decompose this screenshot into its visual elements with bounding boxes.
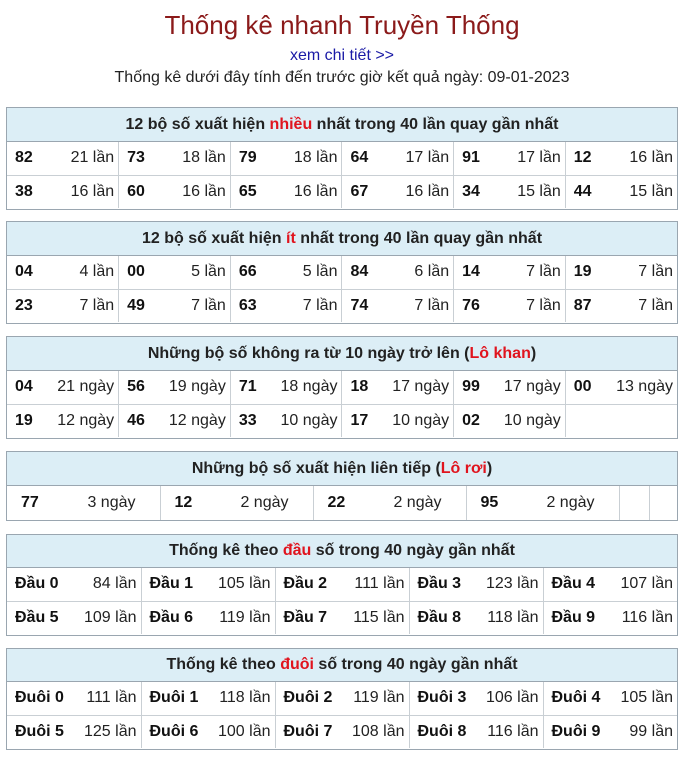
- stat-cell-content: [350, 263, 449, 281]
- stat-cell: [466, 486, 619, 520]
- stat-cell-content: [239, 149, 338, 167]
- stat-count: 7 lần: [638, 296, 673, 314]
- stat-cell: [409, 682, 543, 715]
- stats-table: [7, 682, 677, 748]
- stat-cell: [342, 289, 454, 322]
- stat-number: Đuôi 4: [551, 689, 601, 707]
- stats-table: [7, 371, 677, 437]
- stat-count: 10 ngày: [280, 411, 338, 429]
- stat-count: 125 lần: [84, 722, 137, 740]
- stat-cell: [119, 404, 231, 437]
- stat-count: 118 lần: [487, 608, 539, 626]
- heading-highlight: Lô rơi: [440, 460, 487, 477]
- stat-count: 10 ngày: [503, 411, 561, 429]
- stat-cell: [7, 142, 119, 175]
- stat-cell: [454, 142, 566, 175]
- heading-text: nhất trong 40 lần quay gần nhất: [295, 230, 543, 247]
- stat-cell: [119, 289, 231, 322]
- heading-text: ): [486, 460, 493, 477]
- stat-count: 7 lần: [191, 296, 226, 314]
- stat-cell-content: [574, 183, 673, 201]
- stat-cell-content: [21, 494, 136, 512]
- stat-count: 2 ngày: [546, 494, 595, 511]
- stat-number: Đuôi 2: [283, 689, 333, 707]
- stat-cell: [7, 568, 141, 601]
- stat-count: 123 lần: [486, 575, 539, 593]
- stat-number: Đầu 8: [417, 608, 462, 626]
- stat-number: 82: [15, 149, 33, 167]
- stat-cell: [565, 289, 677, 322]
- stat-cell: [275, 568, 409, 601]
- stat-count: 116 lần: [621, 608, 673, 626]
- stat-count: 6 lần: [414, 263, 450, 281]
- stat-cell-content: [15, 575, 137, 593]
- stat-cell: [230, 404, 342, 437]
- stat-number: 04: [15, 378, 33, 396]
- heading-text: Thống kê theo: [166, 656, 281, 673]
- stat-count: 17 ngày: [392, 378, 450, 396]
- stat-cell-content: [350, 378, 449, 396]
- stat-cell: [7, 601, 141, 634]
- stat-cell: [543, 601, 677, 634]
- table-row: [7, 682, 677, 715]
- stat-cell-content: [15, 297, 114, 315]
- stat-cell: [342, 175, 454, 208]
- page-header: [0, 0, 684, 88]
- stat-cell: [7, 175, 119, 208]
- stat-cell: [454, 289, 566, 322]
- heading-highlight: đầu: [282, 542, 312, 559]
- stat-number: Đầu 3: [417, 575, 462, 593]
- heading-highlight: Lô khan: [469, 345, 531, 362]
- stat-count: 16 lần: [182, 182, 226, 200]
- stat-cell: [409, 715, 543, 748]
- lo-khan-panel: [6, 336, 678, 439]
- stat-cell-content: [574, 378, 673, 396]
- panel-heading: [7, 649, 677, 682]
- least-frequent-panel: [6, 221, 678, 324]
- stat-count: 21 lần: [70, 149, 115, 167]
- stats-table: [7, 142, 677, 208]
- stat-cell: [230, 142, 342, 175]
- stat-cell: [141, 715, 275, 748]
- stat-count: 111 lần: [354, 575, 405, 593]
- stat-cell-content: [328, 494, 442, 512]
- stat-count: 2 ngày: [393, 494, 442, 511]
- page-title: Thống kê nhanh Truyền Thống: [164, 10, 520, 40]
- stat-cell: [275, 715, 409, 748]
- page-subtitle: Thống kê dưới đây tính đến trước giờ kết quả ngày: 09-01-2023: [114, 69, 570, 86]
- stat-cell: [160, 486, 313, 520]
- table-row: [7, 715, 677, 748]
- most-frequent-panel: [6, 107, 678, 210]
- stat-cell-content: [127, 378, 226, 396]
- stat-cell: [342, 404, 454, 437]
- stat-count: 17 lần: [405, 149, 450, 167]
- stat-number: 74: [350, 296, 369, 314]
- stat-number: Đầu 6: [149, 608, 194, 626]
- stat-cell-content: [127, 263, 226, 281]
- stat-cell: [7, 715, 141, 748]
- stat-cell: [454, 175, 566, 208]
- stat-count: 100 lần: [218, 722, 271, 740]
- stat-number: 33: [238, 411, 257, 429]
- table-row: [7, 142, 677, 175]
- stat-count: 7 lần: [526, 296, 561, 314]
- stat-cell: [7, 486, 160, 520]
- stat-number: 46: [127, 411, 145, 429]
- stat-cell-content: [462, 263, 561, 281]
- stat-cell-content: [239, 183, 338, 201]
- stat-cell: [313, 486, 466, 520]
- stat-cell-content: [284, 575, 405, 593]
- stat-count: 108 lần: [352, 722, 405, 740]
- stat-number: Đuôi 6: [149, 722, 199, 740]
- table-row: [7, 256, 677, 289]
- stat-count: 7 lần: [414, 296, 450, 314]
- stat-cell-content: [239, 412, 338, 430]
- stat-cell-content: [150, 575, 271, 593]
- stat-cell-content: [284, 689, 405, 707]
- heading-text: Thống kê theo: [169, 542, 283, 559]
- stat-count: 17 ngày: [503, 378, 561, 396]
- stat-cell-content: [574, 149, 673, 167]
- stat-number: 23: [15, 296, 33, 314]
- stat-number: 18: [350, 378, 369, 396]
- heading-highlight: ít: [286, 230, 296, 247]
- stat-number: 34: [462, 182, 480, 200]
- table-row: [7, 486, 677, 520]
- stat-cell-content: [418, 575, 539, 593]
- stat-cell-content: [462, 378, 561, 396]
- stat-number: 64: [350, 149, 369, 167]
- stat-cell-content: [239, 297, 338, 315]
- stat-number: 87: [573, 296, 592, 314]
- stat-cell: [565, 175, 677, 208]
- stat-number: 00: [573, 378, 592, 396]
- stat-cell-content: [574, 263, 673, 281]
- stat-cell: [230, 371, 342, 404]
- panel-heading: [7, 452, 677, 486]
- stat-count: 18 lần: [182, 149, 226, 167]
- stat-cell: [230, 175, 342, 208]
- stat-count: 18 ngày: [280, 378, 338, 396]
- stat-number: 12: [174, 494, 193, 511]
- stat-count: 107 lần: [620, 575, 673, 593]
- stat-count: 13 ngày: [616, 378, 673, 396]
- stat-count: 12 ngày: [168, 411, 226, 429]
- stat-cell: [7, 256, 119, 289]
- stat-count: 18 lần: [293, 149, 338, 167]
- stat-cell-content: [284, 723, 405, 741]
- stat-number: 79: [238, 149, 257, 167]
- stat-count: 2 ngày: [240, 494, 289, 511]
- stat-count: 16 lần: [629, 149, 673, 167]
- stat-count: 15 lần: [629, 182, 673, 200]
- stat-count: 7 lần: [302, 296, 338, 314]
- table-row: [7, 175, 677, 208]
- heading-highlight: nhiều: [269, 116, 313, 133]
- stat-cell-content: [462, 297, 561, 315]
- stat-cell: [141, 682, 275, 715]
- stat-number: 19: [15, 411, 33, 429]
- stat-count: 15 lần: [517, 182, 561, 200]
- stats-table-body: [7, 371, 677, 437]
- stat-cell-content: [418, 723, 539, 741]
- stat-number: 19: [573, 263, 592, 281]
- stat-count: 16 lần: [405, 182, 450, 200]
- stats-table-body: [7, 568, 677, 634]
- table-row: [7, 371, 677, 404]
- stat-number: 22: [327, 494, 346, 511]
- stat-count: 16 lần: [70, 182, 115, 200]
- duoi-stats-panel: [6, 648, 678, 750]
- heading-text: số trong 40 ngày gần nhất: [311, 542, 515, 559]
- stat-cell: [454, 256, 566, 289]
- stat-number: 60: [127, 182, 145, 200]
- stat-cell: [543, 715, 677, 748]
- stat-number: Đuôi 0: [15, 689, 64, 707]
- stat-count: 116 lần: [487, 722, 539, 740]
- stat-count: 5 lần: [302, 263, 338, 281]
- stat-number: 71: [238, 378, 257, 396]
- stat-cell-content: [239, 378, 338, 396]
- stat-number: Đuôi 7: [283, 722, 333, 740]
- stat-cell-content: [462, 149, 561, 167]
- stat-count: 99 lần: [629, 722, 673, 740]
- stat-cell-content: [127, 183, 226, 201]
- stat-number: 56: [127, 378, 145, 396]
- stat-cell: [342, 371, 454, 404]
- stat-cell-content: [127, 412, 226, 430]
- stats-table-body: [7, 256, 677, 322]
- stat-number: Đầu 0: [15, 575, 59, 593]
- stat-number: Đuôi 1: [149, 689, 199, 707]
- stat-count: 109 lần: [84, 608, 137, 626]
- stat-number: 38: [15, 182, 33, 200]
- lo-roi-panel: [6, 451, 678, 521]
- stat-cell: [342, 256, 454, 289]
- stat-cell-content: [15, 149, 114, 167]
- table-row: [7, 404, 677, 437]
- stat-cell: [230, 289, 342, 322]
- stat-number: Đuôi 9: [551, 722, 601, 740]
- stat-number: 66: [238, 263, 257, 281]
- stat-cell-content: [481, 494, 595, 512]
- panel-heading: [7, 535, 677, 568]
- heading-text: Những bộ số xuất hiện liên tiếp (: [191, 460, 441, 477]
- stat-number: 00: [127, 263, 145, 281]
- empty-cell: [619, 486, 649, 520]
- stat-cell: [7, 682, 141, 715]
- stat-count: 3 ngày: [87, 494, 136, 511]
- stat-cell-content: [15, 689, 137, 707]
- stat-number: 63: [238, 296, 257, 314]
- table-row: [7, 601, 677, 634]
- heading-text: 12 bộ số xuất hiện: [125, 116, 270, 133]
- stat-cell: [230, 256, 342, 289]
- stat-cell-content: [15, 412, 114, 430]
- stat-cell-content: [552, 575, 674, 593]
- stat-number: Đầu 4: [551, 575, 596, 593]
- stat-number: 17: [350, 411, 369, 429]
- stat-number: Đuôi 3: [417, 689, 467, 707]
- stat-cell-content: [150, 609, 271, 627]
- stat-cell-content: [284, 609, 405, 627]
- stat-number: 73: [127, 149, 145, 167]
- stat-cell: [275, 682, 409, 715]
- stat-count: 21 ngày: [57, 378, 115, 396]
- stat-number: 14: [462, 263, 480, 281]
- stat-cell-content: [150, 723, 271, 741]
- stat-count: 105 lần: [620, 689, 673, 707]
- stat-cell: [565, 371, 677, 404]
- stat-count: 105 lần: [218, 575, 271, 593]
- stat-number: 67: [350, 182, 369, 200]
- stats-table-body: [7, 486, 677, 520]
- stat-cell: [342, 142, 454, 175]
- stat-cell: [543, 568, 677, 601]
- stat-number: Đầu 5: [15, 608, 59, 626]
- stat-cell-content: [15, 378, 114, 396]
- stat-number: Đầu 1: [149, 575, 194, 593]
- stat-count: 115 lần: [353, 608, 405, 626]
- stat-number: 77: [21, 494, 39, 511]
- dau-stats-panel: [6, 534, 678, 636]
- stat-cell: [543, 682, 677, 715]
- stat-cell-content: [239, 263, 338, 281]
- stat-number: 02: [462, 411, 480, 429]
- stat-number: Đầu 2: [283, 575, 328, 593]
- stat-count: 111 lần: [86, 689, 137, 707]
- stat-cell-content: [15, 183, 114, 201]
- stat-number: Đuôi 5: [15, 722, 64, 740]
- stat-cell-content: [350, 412, 449, 430]
- stat-number: 44: [573, 182, 592, 200]
- stat-count: 7 lần: [638, 263, 673, 281]
- stat-count: 16 lần: [293, 182, 338, 200]
- heading-text: 12 bộ số xuất hiện: [141, 230, 286, 247]
- stat-cell-content: [15, 263, 114, 281]
- stat-count: 12 ngày: [57, 411, 115, 429]
- stat-count: 4 lần: [79, 263, 115, 281]
- table-row: [7, 568, 677, 601]
- stat-count: 118 lần: [219, 689, 271, 707]
- stat-cell-content: [552, 689, 674, 707]
- stat-cell-content: [574, 297, 673, 315]
- stats-table-body: [7, 142, 677, 208]
- stat-count: 19 ngày: [168, 378, 226, 396]
- stat-cell-content: [150, 689, 271, 707]
- stat-cell-content: [175, 494, 289, 512]
- stat-number: 12: [573, 149, 592, 167]
- heading-text: ): [530, 345, 537, 362]
- stat-cell-content: [15, 723, 137, 741]
- stat-cell: [565, 256, 677, 289]
- stat-cell-content: [127, 149, 226, 167]
- stat-number: 04: [15, 263, 33, 281]
- stat-number: Đuôi 8: [417, 722, 467, 740]
- stat-count: 10 ngày: [392, 411, 450, 429]
- stat-count: 119 lần: [219, 608, 271, 626]
- heading-highlight: đuôi: [280, 656, 314, 673]
- stat-cell: [7, 404, 119, 437]
- stat-count: 7 lần: [79, 296, 115, 314]
- stat-cell: [565, 142, 677, 175]
- stat-cell-content: [462, 183, 561, 201]
- stat-cell: [409, 568, 543, 601]
- stat-cell-content: [462, 412, 561, 430]
- stat-cell: [454, 404, 566, 437]
- heading-text: Những bộ số không ra từ 10 ngày trở lên (: [147, 345, 470, 362]
- stat-cell: [275, 601, 409, 634]
- stat-cell-content: [418, 689, 539, 707]
- stat-cell: [7, 371, 119, 404]
- stat-number: 49: [127, 296, 145, 314]
- stat-cell: [454, 371, 566, 404]
- stat-cell: [119, 175, 231, 208]
- stat-count: 17 lần: [517, 149, 561, 167]
- heading-text: nhất trong 40 lần quay gần nhất: [312, 116, 559, 133]
- stats-table: [7, 256, 677, 322]
- view-details-link[interactable]: xem chi tiết >>: [289, 47, 395, 64]
- stat-cell-content: [350, 183, 449, 201]
- stat-number: 76: [462, 296, 480, 314]
- empty-cell: [649, 486, 677, 520]
- table-row: [7, 289, 677, 322]
- stat-cell-content: [350, 149, 449, 167]
- stat-cell: [141, 601, 275, 634]
- stat-cell: [119, 371, 231, 404]
- stat-cell: [141, 568, 275, 601]
- stat-cell-content: [552, 723, 674, 741]
- stat-cell: [409, 601, 543, 634]
- stat-count: 5 lần: [191, 263, 226, 281]
- stat-number: 95: [480, 494, 499, 511]
- stat-cell-content: [350, 297, 449, 315]
- panel-heading: [7, 108, 677, 142]
- stat-number: 65: [238, 182, 257, 200]
- stat-number: 84: [350, 263, 369, 281]
- stat-number: Đầu 7: [283, 608, 328, 626]
- stat-cell-content: [418, 609, 539, 627]
- stat-cell-content: [15, 609, 137, 627]
- stat-count: 7 lần: [526, 263, 561, 281]
- stats-table: [7, 486, 677, 520]
- heading-text: số trong 40 ngày gần nhất: [313, 656, 518, 673]
- stats-table-body: [7, 682, 677, 748]
- stats-table: [7, 568, 677, 634]
- stat-count: 119 lần: [353, 689, 405, 707]
- stat-cell: [565, 404, 677, 437]
- stat-cell-content: [552, 609, 674, 627]
- stat-cell-content: [127, 297, 226, 315]
- stat-cell: [119, 142, 231, 175]
- stat-count: 106 lần: [486, 689, 539, 707]
- stat-number: 99: [462, 378, 480, 396]
- stat-cell: [119, 256, 231, 289]
- stat-cell: [7, 289, 119, 322]
- stat-number: 91: [462, 149, 480, 167]
- panel-heading: [7, 222, 677, 256]
- stat-number: Đầu 9: [551, 608, 596, 626]
- stat-count: 84 lần: [92, 575, 137, 593]
- panel-heading: [7, 337, 677, 371]
